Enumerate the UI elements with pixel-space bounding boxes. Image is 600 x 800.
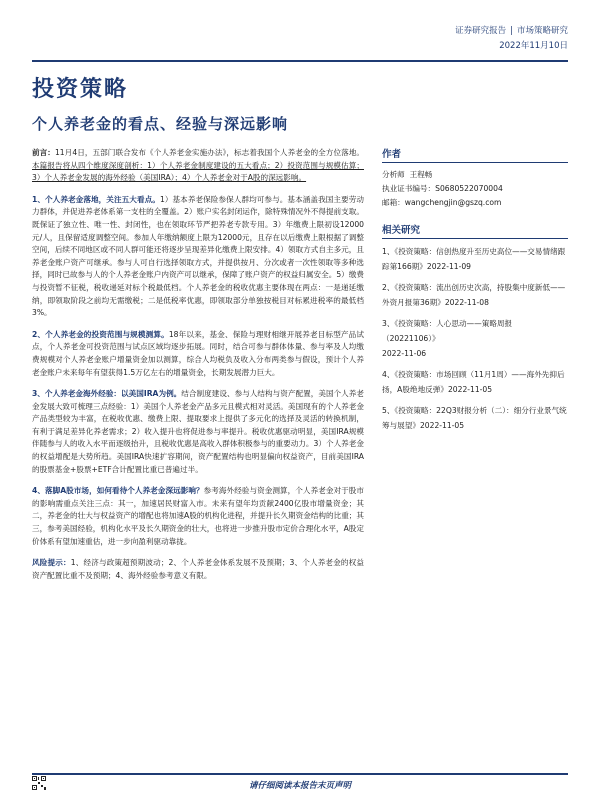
report-type: 证券研究报告 — [455, 26, 507, 36]
risk-paragraph — [32, 557, 364, 582]
point-paragraph — [32, 329, 364, 379]
related-item[interactable] — [382, 244, 568, 274]
risk-lead: 风险提示： — [32, 558, 71, 568]
point-paragraph — [32, 194, 364, 320]
point-text: 参考海外经验与资金测算，个人养老金对于股市的影响需重点关注三点：其一，加速居民财富入市。未来有望年均贡献2400亿股市增量资金；其二，养老金的壮大与权益资产的增配也将加速A股的机构化进程，并提升长久期资金结构的比重；其三，参考美国经验，机构化水平及长久期资金的壮大，也将进一步推升股市定价合理化水平，A股定价体系有望加速重估，进一步向盈利驱动靠拢。 — [32, 486, 364, 546]
author-heading: 作者 — [382, 146, 568, 163]
sidebar — [382, 146, 568, 439]
related-title: 3、《投资策略：人心思动——策略周报（20221106）》 — [382, 319, 513, 343]
header-tags — [455, 24, 568, 39]
disclaimer-note: 请仔细阅读本报告末页声明 — [248, 781, 351, 791]
point-text: 1）基本养老保险参保人群均可参与。基本涵盖我国主要劳动力群体，并促进养老体系第一支柱的全覆盖。2）账户实名封闭运作，除特殊情况外不得提前支取。既保证了独立性、唯一性、封闭性，也在领取环节严把养老专款专用。3）年缴费上限初设12000元/人，且保留适度调整空间。参加人年缴纳额度上限为12000元，且存在以后缴费上限根据了调整空间，后续不同地区或不同人群可能还将逐步呈现差异化缴费上限安排。4）领取方式自主多元，且养老金账户资产可继承。参与人可自行选择领取方式，并提供按月、分次或者一次性领取等多种选择，同时已故参与人的个人养老金账户内资产可以继承，保障了账户资产的权益归属安全。5）缴费与投资暂不征税，税收递延对标个税最低档。个人养老金的税收优惠主要体现在两点：一是递延缴纳，即领取阶段之前均无需缴税；二是低税率优惠，即领取部分单独按税目对标累进税率的最低档3%。 — [32, 194, 364, 318]
intro-lead: 前言： — [32, 148, 55, 157]
divider: | — [510, 26, 513, 36]
report-body — [32, 147, 364, 591]
related-list — [382, 244, 568, 433]
related-title: 4、《投资策略：市场回顾（11月1周）——海外先抑后扬，A股绝地反弹》 — [382, 370, 565, 394]
analyst-name: 王程畅 — [409, 170, 433, 179]
email-label: 邮箱： — [382, 198, 405, 207]
point-paragraph — [32, 388, 364, 476]
footer-rule — [32, 773, 568, 775]
point-text: 结合制度建设、参与人结构与资产配置，美国个人养老金发展大致可梳理三点经验：1）美国个人养老金产品多元且模式相对灵活。美国现有的个人养老金产品类型较为丰富，在税收优惠、缴费上限、提取要求上提供了多元化的选择及灵活的转换机制，有利于满足差异化养老需求；2）收入提升也将促进参与率提升。税收优惠驱动明显，美国IRA规模伴随参与人的收入水平而逐级抬升，且税收优惠是高收入群体积极参与的重要动力。3）个人养老金的权益增配是大势所趋。美国IRA快速扩容期间，资产配置结构也明显偏向权益资产，目前美国IRA的股票基金+股票+ETF合计配置比重已普遍过半。 — [32, 389, 364, 474]
license-number: S0680522070004 — [435, 184, 503, 193]
risk-text: 1、经济与政策超预期波动；2、个人养老金体系发展不及预期；3、个人养老金的权益资产配置比重不及预期；4、海外经验参考意义有限。 — [32, 558, 365, 580]
author-license — [382, 182, 568, 196]
report-category: 市场策略研究 — [516, 26, 568, 36]
license-label: 执业证书编号： — [382, 184, 436, 193]
author-analyst — [382, 168, 568, 182]
header-rule — [32, 60, 568, 62]
author-email — [382, 196, 568, 210]
related-title: 2、《投资策略：流出创历史次高，持股集中度新低——外资月报第36期》 — [382, 283, 566, 307]
related-title: 1、《投资策略：信创热度升至历史高位——交易情绪跟踪第166期》 — [382, 247, 566, 271]
point-lead: 4、落脚A股市场，如何看待个人养老金深远影响？ — [32, 486, 204, 496]
point-lead: 1、个人养老金落地，关注五大看点。 — [32, 194, 160, 204]
related-item[interactable] — [382, 403, 568, 433]
related-date: 2022-11-06 — [382, 349, 427, 358]
point-lead: 3、个人养老金海外经验：以美国IRA为例。 — [32, 389, 182, 399]
related-item[interactable] — [382, 280, 568, 310]
intro-text: 11月4日，五部门联合发布《个人养老金实施办法》，标志着我国个人养老金的全方位落地。 — [54, 148, 364, 157]
related-item[interactable] — [382, 367, 568, 397]
section-title: 投资策略 — [32, 77, 129, 102]
report-title: 个人养老金的看点、经验与深远影响 — [32, 115, 289, 133]
related-title: 5、《投资策略：22Q3财报分析（二）：细分行业景气统筹与展望》 — [382, 406, 567, 430]
analyst-label: 分析师 — [382, 170, 405, 179]
related-date: 2022-11-08 — [444, 298, 489, 307]
point-paragraph — [32, 485, 364, 548]
related-date: 2022-11-05 — [447, 385, 493, 394]
intro-outline: 本篇报告将从四个维度深度剖析：1）个人养老金制度建设的五大看点；2）投资范围与规模估算；3）个人养老金发展的海外经验（美国IRA）；4）个人养老金对于A股的深远影响。 — [32, 160, 364, 183]
point-text: 18年以来，基金、保险与理财相继开展养老目标型产品试点，个人养老金可投资范围与试点区域均逐步拓展。同时，结合可参与群体体量、参与率及人均缴费规模对个人养老金账户增量资金加以测算，综合人均税负及收入分布两类参与假设，预计个人养老金账户未来每年有望获得1.5万亿左右的增量资金，长期发展潜力巨大。 — [32, 329, 364, 377]
report-header — [455, 24, 568, 54]
email-link[interactable]: wangchengjin@gszq.com — [404, 198, 502, 207]
intro-paragraph — [32, 147, 364, 185]
related-date: 2022-11-09 — [426, 262, 472, 271]
related-heading: 相关研究 — [382, 222, 568, 239]
report-date: 2022年11月10日 — [499, 41, 568, 51]
related-item[interactable] — [382, 316, 568, 361]
point-lead: 2、个人养老金的投资范围与规模测算。 — [32, 329, 169, 339]
related-date: 2022-11-05 — [419, 421, 465, 430]
